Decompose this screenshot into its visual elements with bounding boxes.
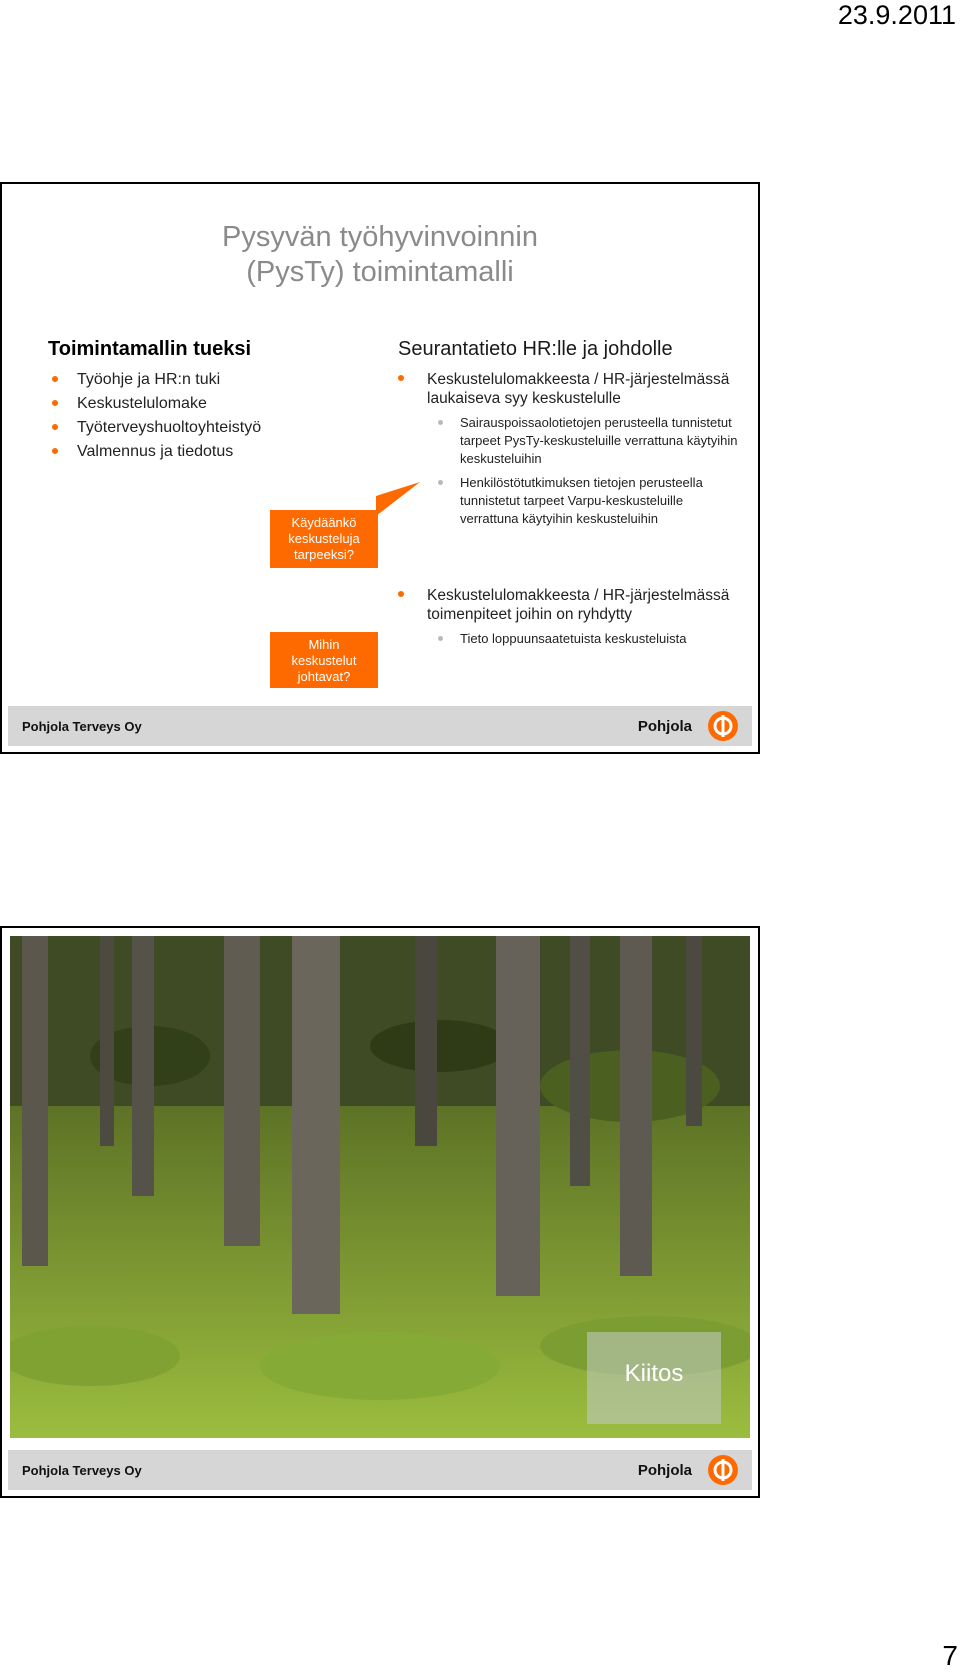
bullet-icon [52,448,58,454]
monitoring-block-trigger [398,370,738,528]
bullet-icon [52,400,58,406]
slide-title-line-1: Pysyvän työhyvinvoinnin [222,221,538,253]
list-item: Työterveyshuoltoyhteistyö [48,416,261,440]
list-item: Työohje ja HR:n tuki [48,368,261,392]
bullet-icon [398,375,404,381]
page-number: 7 [942,1640,958,1671]
thanks-text: Kiitos [624,1360,684,1387]
left-heading: Toimintamallin tueksi [48,338,251,360]
company-name: Pohjola Terveys Oy [22,719,142,734]
sub-bullet-icon [438,636,443,641]
bullet-icon [398,591,404,597]
slide-footer [8,1450,752,1490]
slide-footer [8,706,752,746]
slide-pysty-model [0,182,760,754]
company-name: Pohjola Terveys Oy [22,1463,142,1478]
brand-logo-text: Pohjola [637,1462,692,1479]
sub-list-item: Tieto loppuunsaatetuista keskusteluista [398,630,738,648]
slide-title [2,220,758,290]
thanks-box [587,1332,721,1424]
pohjola-logo-icon [708,711,738,741]
right-heading: Seurantatieto HR:lle ja johdolle [398,338,673,360]
list-item: Valmennus ja tiedotus [48,440,261,464]
callout-discussion-results: Mihin keskustelut johtavat? [270,632,378,688]
support-list [48,368,261,464]
sub-list-item: Sairauspoissaolotietojen perusteella tunnistetut tarpeet PysTy-keskusteluille verrattuna käytyihin keskusteluihin [398,414,738,468]
slide-title-line-2: (PysTy) toimintamalli [246,256,514,288]
monitoring-block-actions [398,586,738,648]
sub-bullet-icon [438,420,443,425]
brand-logo-text: Pohjola [637,718,692,735]
bullet-icon [52,424,58,430]
sub-bullet-icon [438,480,443,485]
list-item: Keskustelulomakkeesta / HR-järjestelmässä laukaiseva syy keskustelulle [398,370,738,408]
pohjola-logo-icon [708,1455,738,1485]
list-item: Keskustelulomakkeesta / HR-järjestelmässä toimenpiteet joihin on ryhdytty [398,586,738,624]
bullet-icon [52,376,58,382]
page-date: 23.9.2011 [837,0,956,30]
sub-list-item: Henkilöstötutkimuksen tietojen perusteella tunnistetut tarpeet Varpu-keskusteluille verrattuna käytyihin keskusteluihin [398,474,738,528]
list-item: Keskustelulomake [48,392,261,416]
slide-thanks [0,926,760,1498]
callout-enough-discussions: Käydäänkö keskusteluja tarpeeksi? [270,510,378,568]
